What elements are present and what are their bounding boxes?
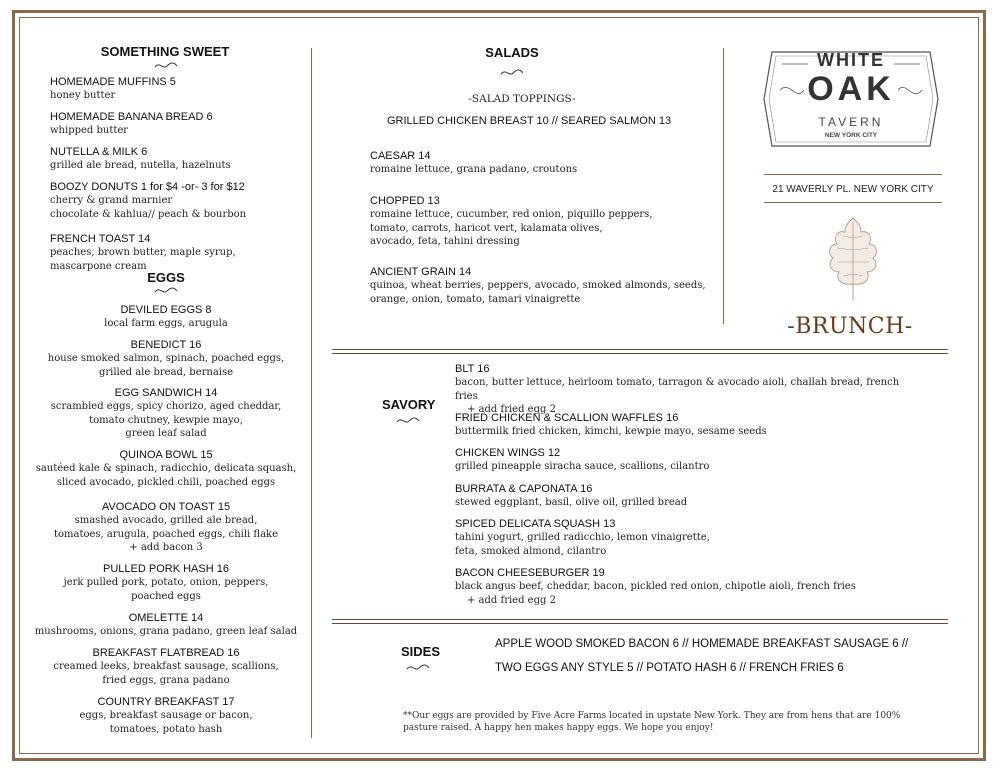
- column-divider-left: [311, 48, 312, 738]
- item-desc: grilled ale bread, bernaise: [98, 366, 234, 378]
- oak-leaf-icon: [823, 214, 883, 304]
- item-name: CAESAR 14: [370, 150, 431, 162]
- squiggle-divider: [154, 286, 178, 296]
- savory-title: SAVORY: [382, 397, 436, 412]
- footnote: [403, 710, 933, 734]
- menu-item: [455, 363, 925, 417]
- menu-item: [50, 76, 176, 103]
- item-desc: + add fried egg 2: [467, 594, 556, 606]
- item-name: AVOCADO ON TOAST 15: [101, 501, 231, 513]
- item-desc: avocado, feta, tahini dressing: [370, 236, 520, 247]
- squiggle-divider: [154, 61, 178, 71]
- menu-item: [30, 563, 302, 603]
- item-desc: tomato chutney, kewpie mayo,: [89, 414, 243, 426]
- menu-item: [50, 181, 246, 221]
- menu-item: [30, 696, 302, 736]
- eggs-items: [30, 304, 302, 744]
- item-desc: mascarpone cream: [50, 260, 147, 272]
- item-name: DEVILED EGGS 8: [120, 304, 212, 316]
- item-name: HOMEMADE MUFFINS 5: [50, 76, 176, 88]
- item-name: BURRATA & CAPONATA 16: [455, 483, 593, 495]
- menu-item: [30, 612, 302, 639]
- item-desc: chocolate & kahlua// peach & bourbon: [50, 208, 247, 220]
- item-desc: bacon, butter lettuce, heirloom tomato, tarragon & avocado aioli, challah bread, french fries: [455, 377, 900, 402]
- item-desc: + add fried egg 2: [467, 404, 556, 415]
- item-desc: orange, onion, tomato, tamari vinaigrette: [370, 293, 581, 305]
- item-desc: black angus beef, cheddar, bacon, pickled red onion, chipotle aioli, french fries: [455, 581, 856, 592]
- logo-word-city: NEW YORK CITY: [824, 132, 878, 139]
- item-desc: creamed leeks, breakfast sausage, scallions,: [53, 661, 279, 672]
- rule-sides-top: [332, 619, 948, 620]
- menu-item: [455, 567, 925, 607]
- item-desc: house smoked salmon, spinach, poached eggs,: [47, 353, 285, 364]
- item-desc: grilled ale bread, nutella, hazelnuts: [50, 160, 231, 171]
- sides-title: SIDES: [401, 644, 441, 659]
- item-name: CHICKEN WINGS 12: [455, 447, 561, 459]
- item-desc: local farm eggs, arugula: [104, 318, 228, 329]
- item-name: BENEDICT 16: [130, 339, 202, 351]
- footnote-line-1: **Our eggs are provided by Five Acre Farms located in upstate New York. They are from hens that are 100%: [403, 711, 901, 721]
- item-name: PULLED PORK HASH 16: [103, 563, 229, 575]
- menu-item: [370, 266, 706, 306]
- address: 21 WAVERLY PL. NEW YORK CITY: [772, 184, 934, 195]
- item-name: CHOPPED 13: [370, 195, 440, 207]
- something-sweet-title: SOMETHING SWEET: [100, 44, 230, 59]
- item-desc: tomato, carrots, haricot vert, kalamata olives,: [370, 222, 603, 234]
- item-desc: cherry & grand marnier: [50, 195, 173, 206]
- item-desc: stewed eggplant, basil, olive oil, grilled bread: [455, 497, 688, 508]
- item-name: OMELETTE 14: [128, 612, 204, 624]
- menu-item: [30, 501, 302, 555]
- item-desc: buttermilk fried chicken, kimchi, kewpie mayo, sesame seeds: [455, 426, 767, 437]
- item-desc: romaine lettuce, grana padano, croutons: [370, 164, 578, 175]
- salad-toppings: GRILLED CHICKEN BREAST 10 // SEARED SALMON 13: [387, 115, 672, 127]
- rule-savory-top: [332, 349, 948, 350]
- item-desc: eggs, breakfast sausage or bacon,: [79, 710, 253, 721]
- item-desc: scrambled eggs, spicy chorizo, aged cheddar,: [50, 401, 282, 412]
- item-desc: peaches, brown butter, maple syrup,: [50, 247, 236, 258]
- address-rule-top: [764, 174, 942, 175]
- sides-line-2: TWO EGGS ANY STYLE 5 // POTATO HASH 6 // FRENCH FRIES 6: [495, 662, 844, 674]
- item-desc: jerk pulled pork, potato, onion, peppers,: [63, 577, 269, 588]
- item-name: SPICED DELICATA SQUASH 13: [455, 518, 616, 530]
- item-desc: honey butter: [50, 90, 116, 101]
- sides-line-1: APPLE WOOD SMOKED BACON 6 // HOMEMADE BREAKFAST SAUSAGE 6 //: [495, 638, 909, 650]
- item-desc: quinoa, wheat berries, peppers, avocado, smoked almonds, seeds,: [370, 280, 706, 291]
- squiggle-divider: [396, 416, 420, 426]
- menu-item: [30, 339, 302, 379]
- address-rule-bottom: [764, 202, 942, 203]
- eggs-title: EGGS: [147, 270, 185, 285]
- menu-item: [30, 387, 302, 441]
- menu-item: [30, 449, 302, 489]
- item-desc: smashed avocado, grilled ale bread,: [74, 515, 258, 526]
- menu-item: [30, 647, 302, 687]
- salad-toppings-title: -SALAD TOPPINGS-: [468, 93, 576, 105]
- item-name: ANCIENT GRAIN 14: [370, 266, 472, 278]
- item-desc: sliced avocado, pickled chili, poached eggs: [56, 476, 276, 488]
- menu-item: [455, 412, 925, 439]
- salads-title: SALADS: [485, 45, 539, 60]
- menu-item: [50, 233, 236, 273]
- footnote-line-2: pasture raised. A happy hen makes happy eggs. We hope you enjoy!: [403, 723, 714, 733]
- item-name: QUINOA BOWL 15: [119, 449, 213, 461]
- menu-item: [370, 150, 577, 177]
- item-desc: grilled pineapple siracha sauce, scallions, cilantro: [455, 461, 710, 472]
- rule-sides-top-2: [332, 623, 948, 624]
- logo: [760, 44, 942, 154]
- item-name: BACON CHEESEBURGER 19: [455, 567, 605, 579]
- item-name: EGG SANDWICH 14: [114, 387, 218, 399]
- item-desc: whipped butter: [50, 125, 129, 136]
- item-desc: fried eggs, grana padano: [102, 674, 230, 686]
- squiggle-divider: [500, 68, 524, 78]
- item-name: BLT 16: [455, 363, 490, 375]
- logo-word-white: WHITE: [817, 50, 885, 70]
- rule-savory-top-2: [332, 353, 948, 354]
- menu-item: [455, 518, 925, 558]
- menu-item: [370, 195, 653, 249]
- column-divider-right: [723, 48, 724, 324]
- item-desc: green leaf salad: [125, 428, 207, 439]
- item-name: HOMEMADE BANANA BREAD 6: [50, 111, 213, 123]
- brunch-title: -BRUNCH-: [787, 314, 913, 339]
- item-name: NUTELLA & MILK 6: [50, 146, 148, 158]
- item-name: FRIED CHICKEN & SCALLION WAFFLES 16: [455, 412, 679, 424]
- menu-item: [50, 111, 213, 138]
- item-desc: feta, smoked almond, cilantro: [455, 545, 607, 557]
- item-desc: sautéed kale & spinach, radicchio, delicata squash,: [35, 463, 297, 474]
- item-desc: tomatoes, potato hash: [109, 723, 223, 735]
- item-desc: tomatoes, arugula, poached eggs, chili flake: [53, 528, 279, 540]
- item-desc: poached eggs: [131, 590, 201, 602]
- item-desc: mushrooms, onions, grana padano, green leaf salad: [34, 626, 298, 637]
- item-name: COUNTRY BREAKFAST 17: [97, 696, 235, 708]
- item-desc: romaine lettuce, cucumber, red onion, piquillo peppers,: [370, 209, 653, 220]
- menu-item: [50, 146, 231, 173]
- item-name: FRENCH TOAST 14: [50, 233, 151, 245]
- squiggle-divider: [406, 663, 430, 673]
- item-desc: + add bacon 3: [129, 542, 203, 553]
- menu-item: [455, 483, 925, 510]
- menu-item: [30, 304, 302, 331]
- logo-word-oak: OAK: [807, 70, 895, 108]
- item-name: BOOZY DONUTS 1 for $4 -or- 3 for $12: [50, 181, 245, 193]
- menu-item: [455, 447, 925, 474]
- item-name: BREAKFAST FLATBREAD 16: [92, 647, 240, 659]
- logo-word-tavern: TAVERN: [818, 115, 884, 129]
- item-desc: tahini yogurt, grilled radicchio, lemon vinaigrette,: [455, 532, 710, 543]
